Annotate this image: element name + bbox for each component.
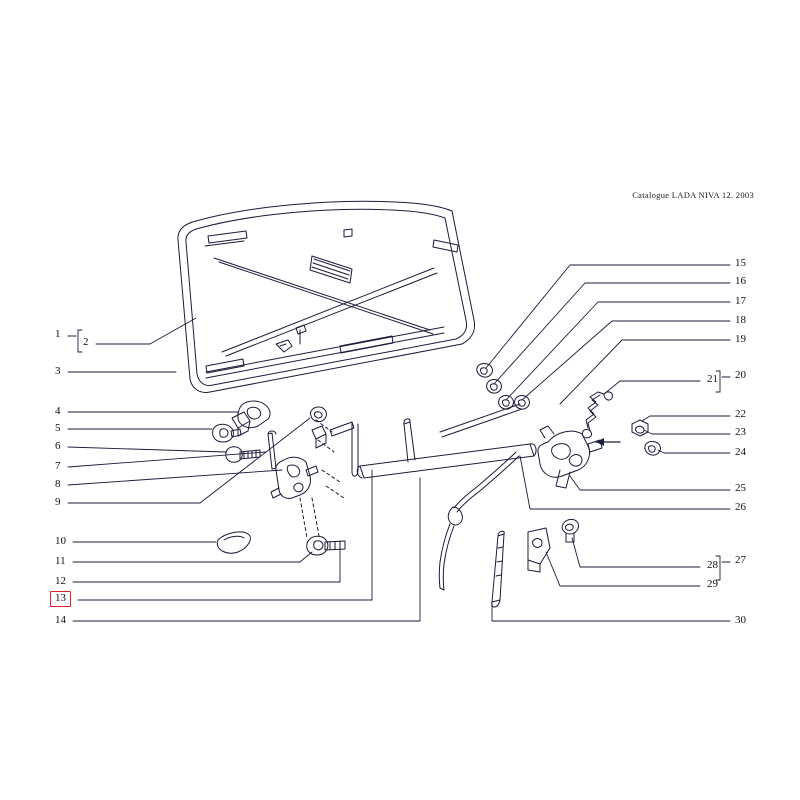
callout-2[interactable]: 2 <box>83 336 89 348</box>
part-rod-29 <box>492 531 505 607</box>
part-latch-mechanism-right <box>538 426 620 488</box>
callout-15[interactable]: 15 <box>735 257 746 269</box>
callout-16[interactable]: 16 <box>735 275 746 287</box>
part-clip-28 <box>562 519 578 542</box>
callout-14[interactable]: 14 <box>55 614 66 626</box>
part-rod-bracket-9 <box>310 407 358 476</box>
callout-5[interactable]: 5 <box>55 422 61 434</box>
callout-12[interactable]: 12 <box>55 575 66 587</box>
part-fasteners-22-24 <box>632 420 660 455</box>
callout-17[interactable]: 17 <box>735 295 746 307</box>
callout-20[interactable]: 20 <box>735 369 746 381</box>
callout-10[interactable]: 10 <box>55 535 66 547</box>
part-bolt-12 <box>307 536 345 555</box>
callout-24[interactable]: 24 <box>735 446 746 458</box>
part-release-cable <box>439 452 519 590</box>
callout-9[interactable]: 9 <box>55 496 61 508</box>
callout-19[interactable]: 19 <box>735 333 746 345</box>
callout-4[interactable]: 4 <box>55 405 61 417</box>
callout-30[interactable]: 30 <box>735 614 746 626</box>
catalog-note: Catalogue LADA NIVA 12. 2003 <box>632 190 754 200</box>
callout-6[interactable]: 6 <box>55 440 61 452</box>
part-rubber-bumper-10 <box>217 532 250 553</box>
part-release-rod-assembly <box>357 404 536 478</box>
callout-3[interactable]: 3 <box>55 365 61 377</box>
part-latch-body <box>271 457 318 498</box>
part-spring-21 <box>582 392 612 438</box>
callout-13-selected[interactable]: 13 <box>50 591 71 607</box>
callout-28[interactable]: 28 <box>707 559 718 571</box>
callout-22[interactable]: 22 <box>735 408 746 420</box>
callout-18[interactable]: 18 <box>735 314 746 326</box>
callout-23[interactable]: 23 <box>735 426 746 438</box>
part-bolt-5 <box>213 424 241 442</box>
callout-27[interactable]: 27 <box>735 554 746 566</box>
callout-26[interactable]: 26 <box>735 501 746 513</box>
part-bracket-27 <box>528 528 550 572</box>
part-fasteners-15-19 <box>477 364 530 410</box>
callout-1[interactable]: 1 <box>55 328 61 340</box>
part-hinge-bracket <box>232 401 270 436</box>
callout-7[interactable]: 7 <box>55 460 61 472</box>
callout-25[interactable]: 25 <box>735 482 746 494</box>
callout-21[interactable]: 21 <box>707 373 718 385</box>
callout-11[interactable]: 11 <box>55 555 66 567</box>
callout-29[interactable]: 29 <box>707 578 718 590</box>
callout-8[interactable]: 8 <box>55 478 61 490</box>
hood-panel-outline <box>178 201 475 392</box>
leader-lines-right <box>486 265 730 621</box>
